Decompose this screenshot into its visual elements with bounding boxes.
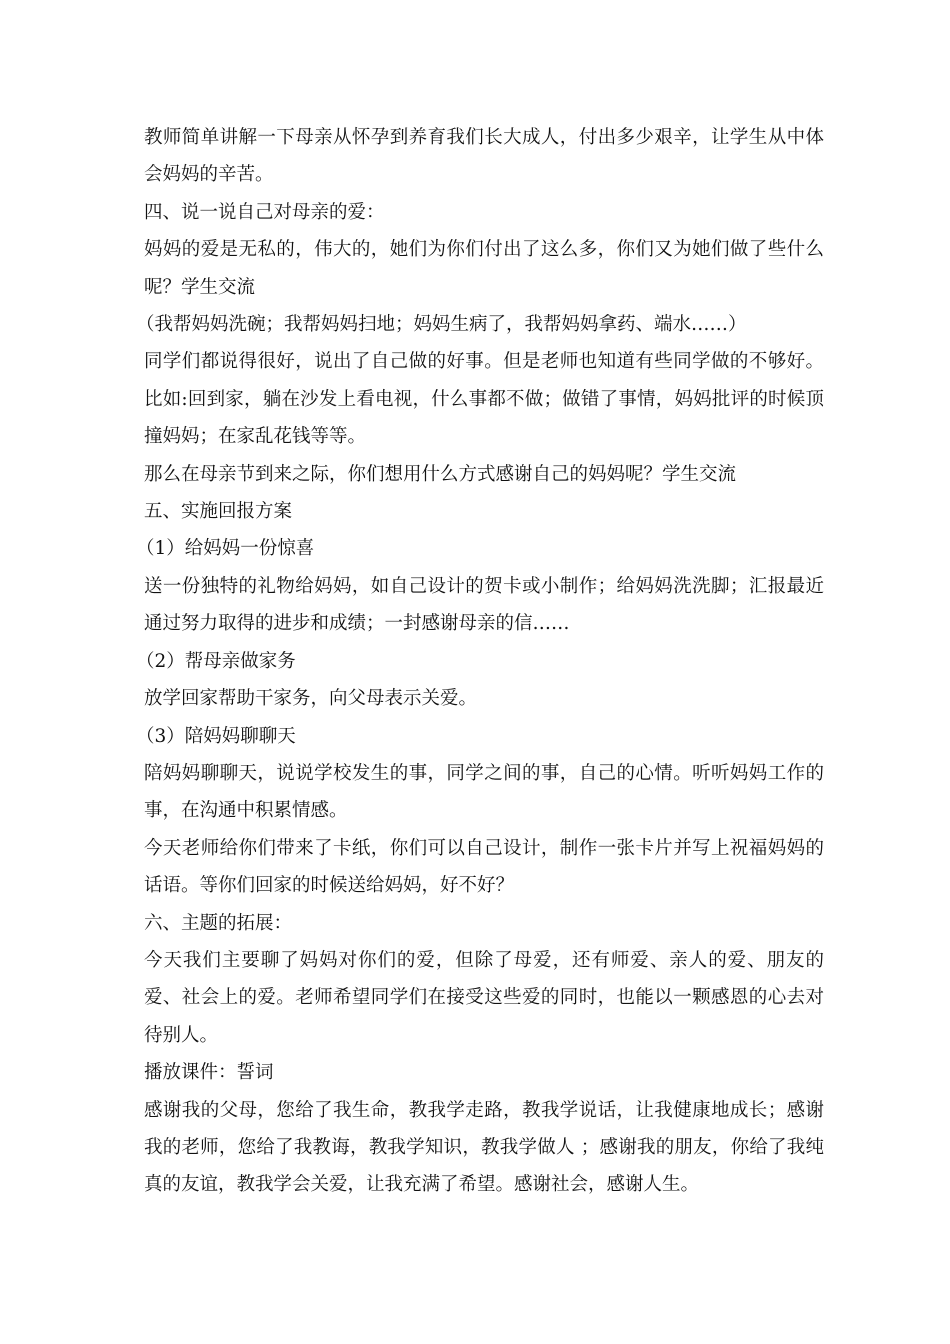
paragraph-chat-with-mom: 陪妈妈聊聊天，说说学校发生的事，同学之间的事，自己的心情。听听妈妈工作的事，在沟通中积累情感。 xyxy=(144,762,824,822)
paragraph-mothers-love: 妈妈的爱是无私的，伟大的，她们为你们付出了这么多，你们又为她们做了些什么呢？学生交流 xyxy=(144,239,824,298)
paragraph-teacher-comment: 同学们都说得很好，说出了自己做的好事。但是老师也知道有些同学做的不够好。比如:回到家，躺在沙发上看电视，什么事都不做；做错了事情，妈妈批评的时候顶撞妈妈；在家乱花钱等等。 xyxy=(144,351,824,448)
paragraph-oath: 感谢我的父母，您给了我生命，教我学走路，教我学说话，让我健康地成长；感谢我的老师，您给了我教诲，教我学知识，教我学做人 ；感谢我的朋友，你给了我纯真的友谊，教我学会关爱，让我充满了希望。感谢社会，感谢人生。 xyxy=(144,1099,824,1196)
paragraph-courseware: 播放课件：誓词 xyxy=(144,1062,274,1084)
paragraph-card-making: 今天老师给你们带来了卡纸，你们可以自己设计，制作一张卡片并写上祝福妈妈的话语。等你们回家的时候送给妈妈，好不好？ xyxy=(144,837,824,897)
paragraph-housework: 放学回家帮助干家务，向父母表示关爱。 xyxy=(144,688,478,710)
paragraph-gift-ideas: 送一份独特的礼物给妈妈，如自己设计的贺卡或小制作；给妈妈洗洗脚；汇报最近通过努力取得的进步和成绩；一封感谢母亲的信…… xyxy=(144,575,824,635)
paragraph-teacher-explains: 教师简单讲解一下母亲从怀孕到养育我们长大成人，付出多少艰辛，让学生从中体会妈妈的辛苦。 xyxy=(144,127,824,186)
subheading-1: （1）给妈妈一份惊喜 xyxy=(136,538,315,560)
paragraph-student-examples: （我帮妈妈洗碗；我帮妈妈扫地；妈妈生病了，我帮妈妈拿药、端水……） xyxy=(136,314,747,336)
paragraph-mothers-day-question: 那么在母亲节到来之际，你们想用什么方式感谢自己的妈妈呢？学生交流 xyxy=(144,463,737,485)
paragraph-theme-extension: 今天我们主要聊了妈妈对你们的爱，但除了母爱，还有师爱、亲人的爱、朋友的爱、社会上的爱。老师希望同学们在接受这些爱的同时，也能以一颗感恩的心去对待别人。 xyxy=(144,949,824,1046)
subheading-3: （3）陪妈妈聊聊天 xyxy=(136,725,296,747)
section-heading-6: 六、主题的拓展： xyxy=(144,912,293,934)
document-body xyxy=(136,119,824,1204)
subheading-2: （2）帮母亲做家务 xyxy=(136,650,296,672)
section-heading-4: 四、说一说自己对母亲的爱： xyxy=(144,201,385,223)
section-heading-5: 五、实施回报方案 xyxy=(144,501,293,523)
